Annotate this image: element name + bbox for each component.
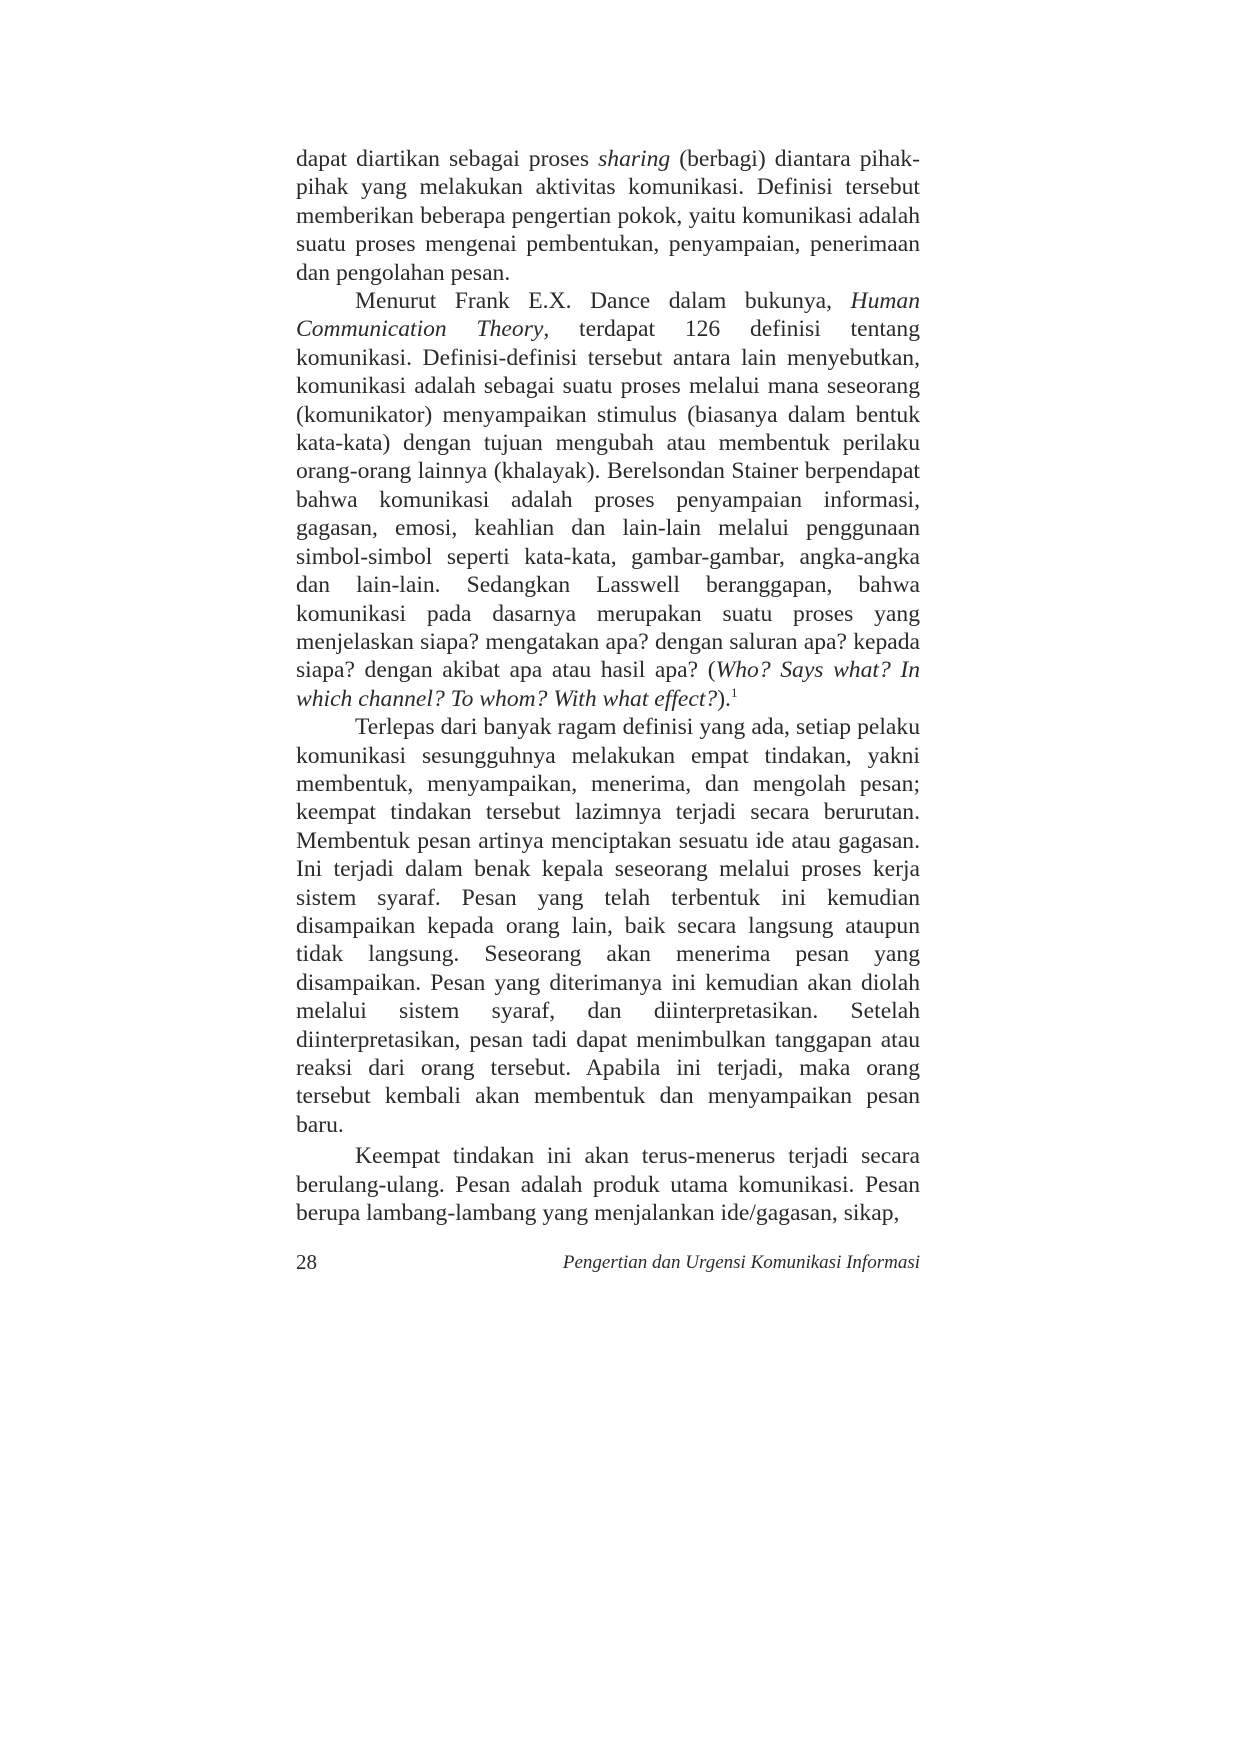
body-text bbox=[296, 145, 920, 1227]
paragraph-2-italic-questions: Who? Says what? In which channel? To whom? With what effect? bbox=[296, 657, 920, 712]
paragraph-2-text-a: Menurut Frank E.X. Dance dalam bukunya, bbox=[355, 288, 851, 315]
paragraph-1-text-b: (berbagi) diantara pihak-pihak yang melakukan aktivitas komunikasi. Definisi tersebut memberikan beberapa pengertian pokok, yaitu komunikasi adalah suatu proses mengenai pembentukan, penyampaian, penerimaan dan pengolahan pesan. bbox=[296, 146, 920, 286]
paragraph-2-text-c: ). bbox=[717, 685, 731, 712]
paragraph-1-italic-term: sharing bbox=[598, 146, 671, 172]
running-title: Pengertian dan Urgensi Komunikasi Informasi bbox=[562, 1252, 920, 1273]
paragraph-2 bbox=[296, 287, 920, 713]
page-number: 28 bbox=[296, 1250, 317, 1274]
paragraph-4: Keempat tindakan ini akan terus-menerus terjadi secara berulang-ulang. Pesan adalah produk utama komunikasi. Pesan berupa lambang-lambang yang menjalankan ide/gagasan, sikap, bbox=[296, 1143, 920, 1227]
paragraph-1 bbox=[296, 145, 920, 287]
paragraph-3: Terlepas dari banyak ragam definisi yang ada, setiap pelaku komunikasi sesungguhnya melakukan empat tindakan, yakni membentuk, menyampaikan, menerima, dan mengolah pesan; keempat tindakan tersebut lazimnya terjadi secara berurutan. Membentuk pesan artinya menciptakan sesuatu ide atau gagasan. Ini terjadi dalam benak kepala seseorang melalui proses kerja sistem syaraf. Pesan yang telah terbentuk ini kemudian disampaikan kepada orang lain, baik secara langsung ataupun tidak langsung. Seseorang akan menerima pesan yang disampaikan. Pesan yang diterimanya ini kemudian akan diolah melalui sistem syaraf, dan diinterpretasikan. Setelah diinterpretasikan, pesan tadi dapat menimbulkan tanggapan atau reaksi dari orang tersebut. Apabila ini terjadi, maka orang tersebut kembali akan membentuk dan menyampaikan pesan baru. bbox=[296, 714, 920, 1138]
footnote-reference[interactable]: 1 bbox=[730, 684, 738, 700]
paragraph-2-text-b: , terdapat 126 definisi tentang komunikasi. Definisi-definisi tersebut antara lain menyebutkan, komunikasi adalah sebagai suatu proses melalui mana seseorang (komunikator) menyampaikan stimulus (biasanya dalam bentuk kata-kata) dengan tujuan mengubah atau membentuk perilaku orang-orang lainnya (khalayak). Berelsondan Stainer berpendapat bahwa komunikasi adalah proses penyampaian informasi, gagasan, emosi, keahlian dan lain-lain melalui penggunaan simbol-simbol seperti kata-kata, gambar-gambar, angka-angka dan lain-lain. Sedangkan Lasswell beranggapan, bahwa komunikasi pada dasarnya merupakan suatu proses yang menjelaskan siapa? mengatakan apa? dengan saluran apa? kepada siapa? dengan akibat apa atau hasil apa? ( bbox=[296, 316, 920, 684]
page-footer bbox=[296, 1249, 920, 1279]
paragraph-2-book-title: Human Communication Theory bbox=[296, 288, 920, 343]
paragraph-1-text-a: dapat diartikan sebagai proses bbox=[296, 146, 599, 172]
